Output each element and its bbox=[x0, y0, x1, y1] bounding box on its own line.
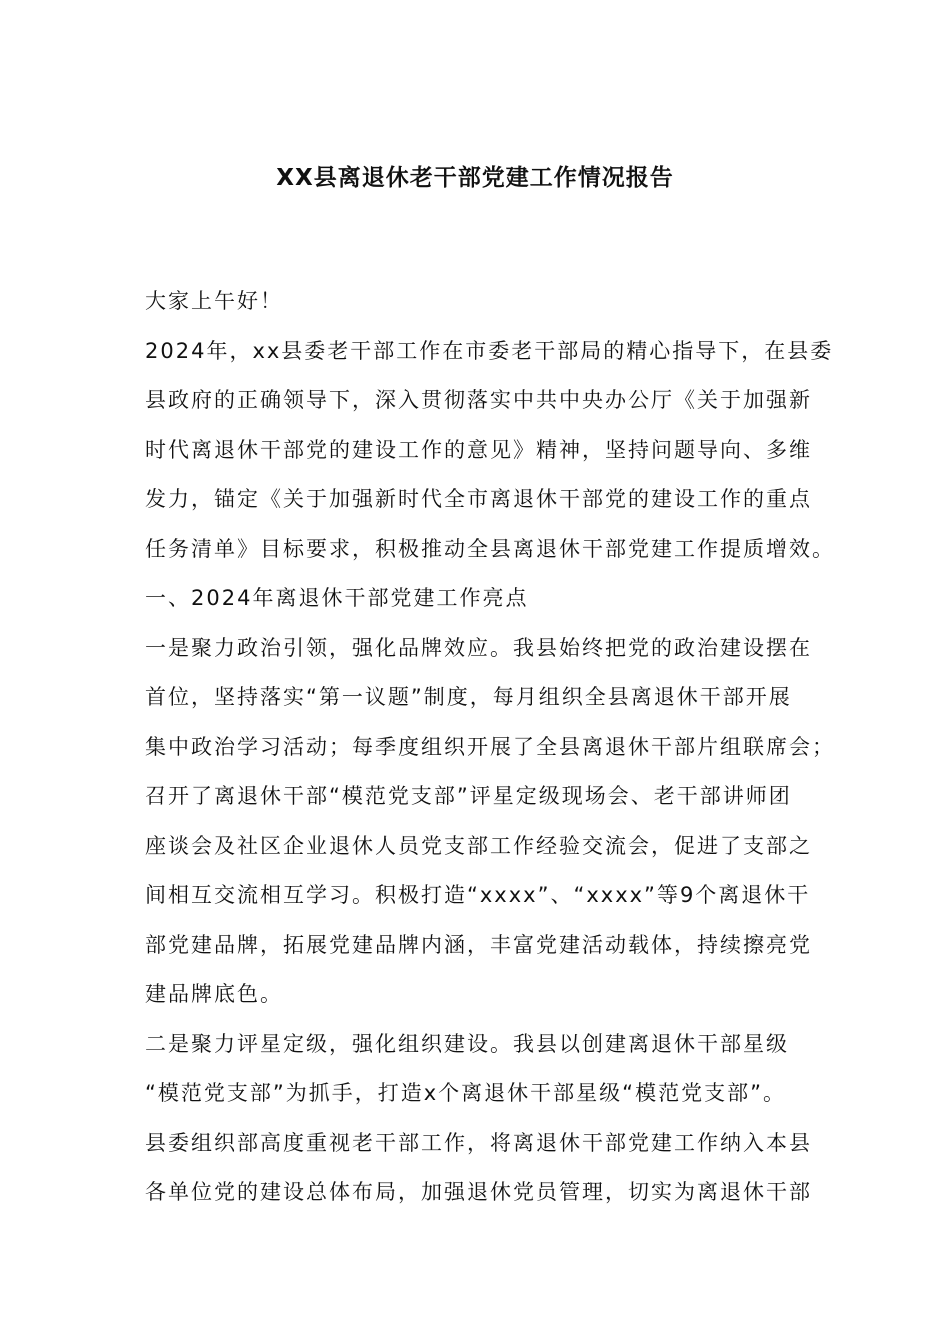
body-line: 2024年，xx县委老干部工作在市委老干部局的精心指导下，在县委 bbox=[145, 338, 834, 363]
body-line: “模范党支部”为抓手，打造x个离退休干部星级“模范党支部”。 bbox=[145, 1081, 786, 1105]
body-line: 时代离退休干部党的建设工作的意见》精神，坚持问题导向、多维 bbox=[145, 437, 812, 462]
body-line: 部党建品牌，拓展党建品牌内涵，丰富党建活动载体，持续擦亮党 bbox=[145, 932, 812, 957]
body-line: 二是聚力评星定级，强化组织建设。我县以创建离退休干部星级 bbox=[145, 1031, 789, 1056]
body-line: 间相互交流相互学习。积极打造“xxxx”、“xxxx”等9个离退休干 bbox=[145, 883, 811, 907]
body-line: 首位，坚持落实“第一议题”制度，每月组织全县离退休干部开展 bbox=[145, 685, 792, 709]
body-line: 一是聚力政治引领，强化品牌效应。我县始终把党的政治建设摆在 bbox=[145, 635, 812, 660]
section-heading: 一、2024年离退休干部党建工作亮点 bbox=[145, 586, 529, 610]
body-line: 大家上午好！ bbox=[145, 289, 283, 313]
body-line: 各单位党的建设总体布局，加强退休党员管理，切实为离退休干部 bbox=[145, 1180, 812, 1204]
body-line: 任务清单》目标要求，积极推动全县离退休干部党建工作提质增效。 bbox=[145, 536, 835, 561]
body-line: 召开了离退休干部“模范党支部”评星定级现场会、老干部讲师团 bbox=[145, 784, 792, 808]
document-title: XX县离退休老干部党建工作情况报告 bbox=[276, 165, 674, 191]
body-line: 县政府的正确领导下，深入贯彻落实中共中央办公厅《关于加强新 bbox=[145, 388, 812, 412]
body-line: 县委组织部高度重视老干部工作，将离退休干部党建工作纳入本县 bbox=[145, 1130, 812, 1155]
document-body bbox=[145, 283, 835, 1224]
body-line: 发力，锚定《关于加强新时代全市离退休干部党的建设工作的重点 bbox=[145, 487, 812, 511]
body-line: 座谈会及社区企业退休人员党支部工作经验交流会，促进了支部之 bbox=[145, 833, 812, 858]
body-line: 建品牌底色。 bbox=[145, 982, 283, 1006]
body-line: 集中政治学习活动；每季度组织开展了全县离退休干部片组联席会； bbox=[145, 734, 835, 759]
